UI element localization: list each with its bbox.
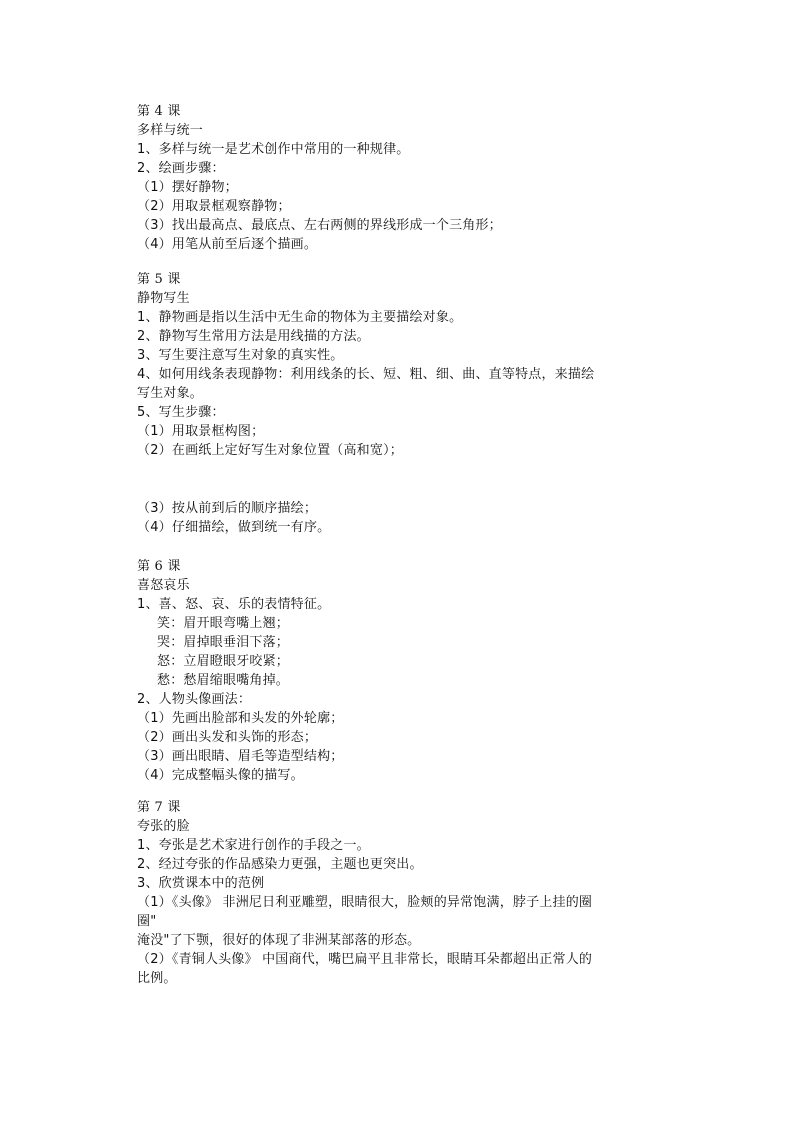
lesson-6-line: （2）画出头发和头饰的形态； [137, 730, 318, 745]
lesson-4-heading: 第 4 课 [137, 104, 181, 119]
lesson-5-line: 1、静物画是指以生活中无生命的物体为主要描绘对象。 [137, 310, 463, 325]
lesson-4-line: （3）找出最高点、最底点、左右两侧的界线形成一个三角形； [137, 218, 502, 233]
expression-item: 怒：立眉瞪眼牙咬紧； [157, 654, 290, 669]
lesson-4-title: 多样与统一 [137, 123, 204, 138]
lesson-4-line: （1）摆好静物； [137, 180, 238, 195]
lesson-5-line: 写生对象。 [137, 386, 204, 401]
lesson-7-title: 夸张的脸 [137, 819, 190, 834]
lesson-6-line: 1、喜、怒、哀、乐的表情特征。 [137, 597, 331, 612]
lesson-5-line: （1）用取景框构图； [137, 424, 265, 439]
lesson-7-line: 2、经过夸张的作品感染力更强，主题也更突出。 [137, 857, 423, 872]
lesson-7-line: 淹没"了下颚，很好的体现了非洲某部落的形态。 [137, 933, 421, 948]
expression-item: 笑：眉开眼弯嘴上翘； [157, 616, 290, 631]
lesson-4-section [137, 102, 657, 254]
lesson-5-title: 静物写生 [137, 291, 190, 306]
lesson-6-line: （1）先画出脸部和头发的外轮廓； [137, 711, 344, 726]
lesson-5-line: （3）按从前到后的顺序描绘； [137, 501, 318, 516]
lesson-7-line: 3、欣赏课本中的范例 [137, 876, 265, 891]
lesson-5-line: 5、写生步骤： [137, 405, 225, 420]
lesson-5-line: 3、写生要注意写生对象的真实性。 [137, 348, 344, 363]
lesson-7-section [137, 798, 657, 988]
lesson-4-line: 2、绘画步骤： [137, 161, 225, 176]
lesson-7-line: 比例。 [137, 971, 177, 986]
lesson-6-heading: 第 6 课 [137, 559, 181, 574]
lesson-7-heading: 第 7 课 [137, 800, 181, 815]
lesson-5-continued [137, 499, 657, 537]
lesson-7-line: （1）《头像》 非洲尼日利亚雕塑，眼睛很大，脸颊的异常饱满，脖子上挂的圈 [137, 895, 593, 910]
lesson-6-line: （4）完成整幅头像的描写。 [137, 768, 304, 783]
lesson-6-line: （3）画出眼睛、眉毛等造型结构； [137, 749, 344, 764]
lesson-5-section [137, 270, 657, 460]
lesson-5-line: 4、如何用线条表现静物：利用线条的长、短、粗、细、曲、直等特点，来描绘 [137, 367, 595, 382]
lesson-4-line: （4）用笔从前至后逐个描画。 [137, 237, 318, 252]
lesson-5-line: （2）在画纸上定好写生对象位置（高和宽）； [137, 443, 403, 458]
lesson-6-title: 喜怒哀乐 [137, 578, 190, 593]
lesson-7-line: 1、夸张是艺术家进行创作的手段之一。 [137, 838, 370, 853]
lesson-4-line: （2）用取景框观察静物； [137, 199, 291, 214]
lesson-7-line: 圈" [137, 914, 157, 929]
lesson-5-heading: 第 5 课 [137, 272, 181, 287]
lesson-7-line: （2）《青铜人头像》 中国商代，嘴巴扁平且非常长，眼睛耳朵都超出正常人的 [137, 952, 593, 967]
lesson-4-line: 1、多样与统一是艺术创作中常用的一种规律。 [137, 142, 410, 157]
expression-item: 哭：眉掉眼垂泪下落； [157, 635, 290, 650]
lesson-5-line: （4）仔细描绘，做到统一有序。 [137, 520, 331, 535]
expression-item: 愁：愁眉缩眼嘴角掉。 [157, 673, 290, 688]
lesson-5-line: 2、静物写生常用方法是用线描的方法。 [137, 329, 370, 344]
lesson-6-section [137, 557, 657, 785]
lesson-6-line: 2、人物头像画法： [137, 692, 252, 707]
